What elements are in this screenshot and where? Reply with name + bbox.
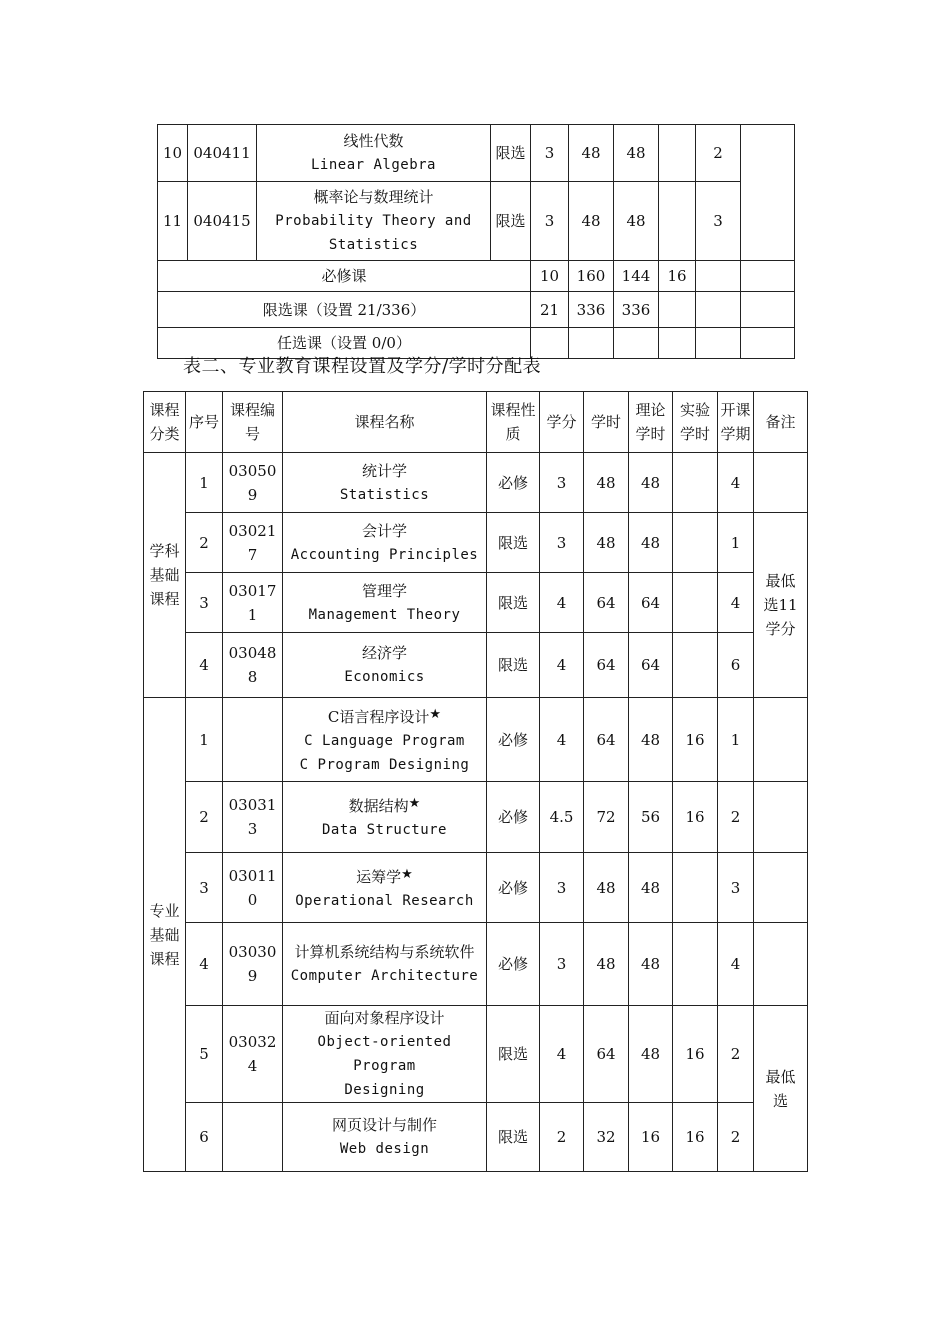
course-credit: 2	[540, 1103, 584, 1172]
course-nature: 必修	[487, 782, 540, 853]
course-code: 040415	[188, 182, 257, 261]
course-no: 3	[186, 853, 223, 923]
summary-label: 必修课	[158, 261, 531, 292]
course-name-en: Linear Algebra	[310, 157, 436, 173]
course-nature: 限选	[487, 1103, 540, 1172]
course-theory-hours: 48	[629, 698, 673, 782]
course-credit: 3	[540, 853, 584, 923]
header-hours: 学时	[584, 392, 629, 453]
course-name-zh-line	[285, 792, 484, 818]
course-term: 3	[696, 182, 741, 261]
course-lab-hours	[659, 182, 696, 261]
course-hours: 48	[584, 513, 629, 573]
course-no: 4	[186, 633, 223, 698]
header-no: 序号	[186, 392, 223, 453]
course-name-zh-line	[285, 1113, 484, 1137]
table-row	[144, 573, 808, 633]
course-credit: 4	[540, 698, 584, 782]
course-no: 2	[186, 782, 223, 853]
table-row	[144, 1103, 808, 1172]
course-theory-hours: 48	[614, 182, 659, 261]
summary-row	[158, 292, 795, 328]
course-theory-hours: 48	[629, 1006, 673, 1103]
course-no: 6	[186, 1103, 223, 1172]
star-icon: ★	[408, 796, 421, 811]
summary-theory: 144	[614, 261, 659, 292]
course-nature: 限选	[487, 1006, 540, 1103]
course-credit: 4	[540, 1006, 584, 1103]
course-name-zh-line	[285, 940, 484, 964]
course-note	[754, 698, 808, 782]
star-icon: ★	[429, 706, 442, 722]
table-row	[144, 923, 808, 1006]
course-name	[283, 698, 487, 782]
summary-term	[696, 292, 741, 328]
course-nature: 限选	[491, 125, 531, 182]
course-no: 10	[158, 125, 188, 182]
course-note	[741, 125, 795, 261]
course-theory-hours: 64	[629, 633, 673, 698]
course-no: 11	[158, 182, 188, 261]
course-hours: 64	[584, 698, 629, 782]
course-theory-hours: 48	[614, 125, 659, 182]
course-name-zh: C语言程序设计	[327, 707, 430, 726]
course-name-en: C Program Designing	[299, 756, 470, 773]
course-nature: 必修	[487, 853, 540, 923]
course-name-zh: 网页设计与制作	[331, 1116, 437, 1134]
course-name-zh: 统计学	[361, 461, 407, 480]
course-name-zh-line	[285, 459, 484, 483]
course-term: 4	[718, 453, 754, 513]
course-term: 1	[718, 698, 754, 782]
course-nature: 限选	[487, 513, 540, 573]
course-code: 030324	[223, 1006, 283, 1103]
course-hours: 64	[584, 573, 629, 633]
course-code: 030309	[223, 923, 283, 1006]
course-hours: 48	[584, 923, 629, 1006]
course-name-zh-line	[285, 863, 484, 889]
course-credit: 3	[531, 182, 569, 261]
course-hours: 48	[584, 453, 629, 513]
course-name	[283, 1006, 487, 1103]
table-2-caption: 表二、专业教育课程设置及学分/学时分配表	[183, 356, 542, 377]
course-note	[754, 923, 808, 1006]
course-name	[283, 513, 487, 573]
table-row	[144, 1006, 808, 1103]
summary-term	[696, 328, 741, 359]
table-row	[144, 698, 808, 782]
course-lab-hours	[673, 573, 718, 633]
course-name	[257, 125, 491, 182]
table-1-continued	[157, 124, 795, 359]
course-no: 4	[186, 923, 223, 1006]
course-code	[223, 1103, 283, 1172]
course-lab-hours	[659, 125, 696, 182]
table-2-professional-courses	[143, 391, 808, 1172]
table-row	[144, 513, 808, 573]
course-name-zh: 会计学	[361, 521, 407, 540]
course-name-zh-line	[285, 579, 484, 603]
header-code: 课程编号	[223, 392, 283, 453]
header-term: 开课学期	[718, 392, 754, 453]
course-name-zh: 概率论与数理统计	[313, 188, 434, 206]
course-credit: 3	[540, 513, 584, 573]
course-name	[283, 633, 487, 698]
course-code: 030171	[223, 573, 283, 633]
course-code: 030110	[223, 853, 283, 923]
course-no: 1	[186, 698, 223, 782]
summary-row	[158, 261, 795, 292]
table-row	[144, 453, 808, 513]
summary-lab	[659, 292, 696, 328]
summary-credit: 10	[531, 261, 569, 292]
course-name	[283, 1103, 487, 1172]
course-hours: 32	[584, 1103, 629, 1172]
course-name-zh: 线性代数	[343, 132, 404, 150]
summary-note	[741, 261, 795, 292]
course-name-en: Accounting Principles	[290, 546, 479, 563]
course-term: 6	[718, 633, 754, 698]
summary-note	[741, 292, 795, 328]
course-name-zh: 运筹学	[356, 867, 402, 886]
summary-label: 任选课（设置 0/0）	[158, 328, 531, 359]
course-name-en: Operational Research	[295, 892, 474, 909]
course-no: 2	[186, 513, 223, 573]
course-name-en: C Language Program	[304, 732, 465, 749]
table-row	[158, 125, 795, 182]
course-term: 4	[718, 573, 754, 633]
summary-hours	[569, 328, 614, 359]
course-hours: 48	[569, 182, 614, 261]
course-theory-hours: 48	[629, 923, 673, 1006]
course-hours: 48	[584, 853, 629, 923]
header-category: 课程分类	[144, 392, 186, 453]
summary-hours: 336	[569, 292, 614, 328]
table-row	[144, 853, 808, 923]
course-lab-hours: 16	[673, 782, 718, 853]
group-note: 最低选	[754, 1006, 808, 1172]
course-no: 1	[186, 453, 223, 513]
course-lab-hours	[673, 453, 718, 513]
summary-note	[741, 328, 795, 359]
course-name-en: Web design	[339, 1141, 430, 1157]
course-nature: 限选	[487, 633, 540, 698]
course-theory-hours: 56	[629, 782, 673, 853]
course-note	[754, 453, 808, 513]
course-category: 学科基础课程	[144, 453, 186, 698]
course-nature: 必修	[487, 453, 540, 513]
course-name-zh: 经济学	[361, 644, 407, 662]
course-code: 030509	[223, 453, 283, 513]
course-lab-hours	[673, 513, 718, 573]
table-row	[144, 782, 808, 853]
course-lab-hours	[673, 633, 718, 698]
course-code: 030217	[223, 513, 283, 573]
course-note	[754, 782, 808, 853]
course-name	[283, 453, 487, 513]
course-term: 3	[718, 853, 754, 923]
header-nature: 课程性质	[487, 392, 540, 453]
course-name-en: Economics	[344, 669, 425, 685]
header-credit: 学分	[540, 392, 584, 453]
course-name	[283, 853, 487, 923]
course-code: 040411	[188, 125, 257, 182]
header-note: 备注	[754, 392, 808, 453]
course-note	[754, 853, 808, 923]
course-name-en: Statistics	[339, 486, 430, 503]
course-name	[257, 182, 491, 261]
course-hours: 64	[584, 633, 629, 698]
summary-hours: 160	[569, 261, 614, 292]
header-lab: 实验学时	[673, 392, 718, 453]
course-name-en: Computer Architecture	[290, 968, 479, 984]
course-lab-hours: 16	[673, 698, 718, 782]
course-code	[223, 698, 283, 782]
course-term: 2	[696, 125, 741, 182]
course-credit: 4	[540, 633, 584, 698]
course-nature: 必修	[487, 698, 540, 782]
course-term: 2	[718, 782, 754, 853]
course-theory-hours: 48	[629, 513, 673, 573]
course-name-zh-line	[285, 703, 484, 729]
course-theory-hours: 48	[629, 853, 673, 923]
summary-theory: 336	[614, 292, 659, 328]
course-lab-hours: 16	[673, 1006, 718, 1103]
course-hours: 64	[584, 1006, 629, 1103]
course-credit: 3	[531, 125, 569, 182]
course-category: 专业基础课程	[144, 698, 186, 1172]
header-row	[144, 392, 808, 453]
course-credit: 3	[540, 453, 584, 513]
course-name-en: Management Theory	[308, 606, 461, 623]
course-name	[283, 573, 487, 633]
course-code: 030313	[223, 782, 283, 853]
course-credit: 4	[540, 573, 584, 633]
star-icon: ★	[401, 866, 413, 882]
course-theory-hours: 48	[629, 453, 673, 513]
course-name	[283, 923, 487, 1006]
course-hours: 48	[569, 125, 614, 182]
course-term: 2	[718, 1006, 754, 1103]
course-code: 030488	[223, 633, 283, 698]
course-name-en: Designing	[344, 1082, 425, 1098]
summary-lab: 16	[659, 261, 696, 292]
course-credit: 3	[540, 923, 584, 1006]
course-name	[283, 782, 487, 853]
course-name-zh-line	[285, 641, 484, 665]
summary-credit: 21	[531, 292, 569, 328]
course-no: 5	[186, 1006, 223, 1103]
course-name-zh: 数据结构	[348, 797, 409, 815]
course-lab-hours: 16	[673, 1103, 718, 1172]
summary-theory	[614, 328, 659, 359]
summary-label: 限选课（设置 21/336）	[158, 292, 531, 328]
course-nature: 限选	[491, 182, 531, 261]
course-name-en: Data Structure	[321, 822, 447, 838]
group-note: 最低选11学分	[754, 513, 808, 698]
course-term: 2	[718, 1103, 754, 1172]
course-term: 1	[718, 513, 754, 573]
course-no: 3	[186, 573, 223, 633]
course-hours: 72	[584, 782, 629, 853]
course-name-zh: 管理学	[361, 581, 407, 600]
course-name-en: Object-oriented Program	[317, 1034, 452, 1074]
table-row	[144, 633, 808, 698]
course-name-en: Probability Theory and Statistics	[275, 213, 472, 253]
header-theory: 理论学时	[629, 392, 673, 453]
course-term: 4	[718, 923, 754, 1006]
table-row	[158, 182, 795, 261]
course-nature: 必修	[487, 923, 540, 1006]
course-name-zh: 计算机系统结构与系统软件	[294, 943, 475, 961]
course-lab-hours	[673, 923, 718, 1006]
course-name-zh-line	[285, 1006, 484, 1030]
course-theory-hours: 64	[629, 573, 673, 633]
summary-term	[696, 261, 741, 292]
course-credit: 4.5	[540, 782, 584, 853]
header-name: 课程名称	[283, 392, 487, 453]
course-name-zh-line	[285, 519, 484, 543]
course-nature: 限选	[487, 573, 540, 633]
course-theory-hours: 16	[629, 1103, 673, 1172]
course-lab-hours	[673, 853, 718, 923]
summary-lab	[659, 328, 696, 359]
course-name-zh: 面向对象程序设计	[324, 1009, 445, 1027]
